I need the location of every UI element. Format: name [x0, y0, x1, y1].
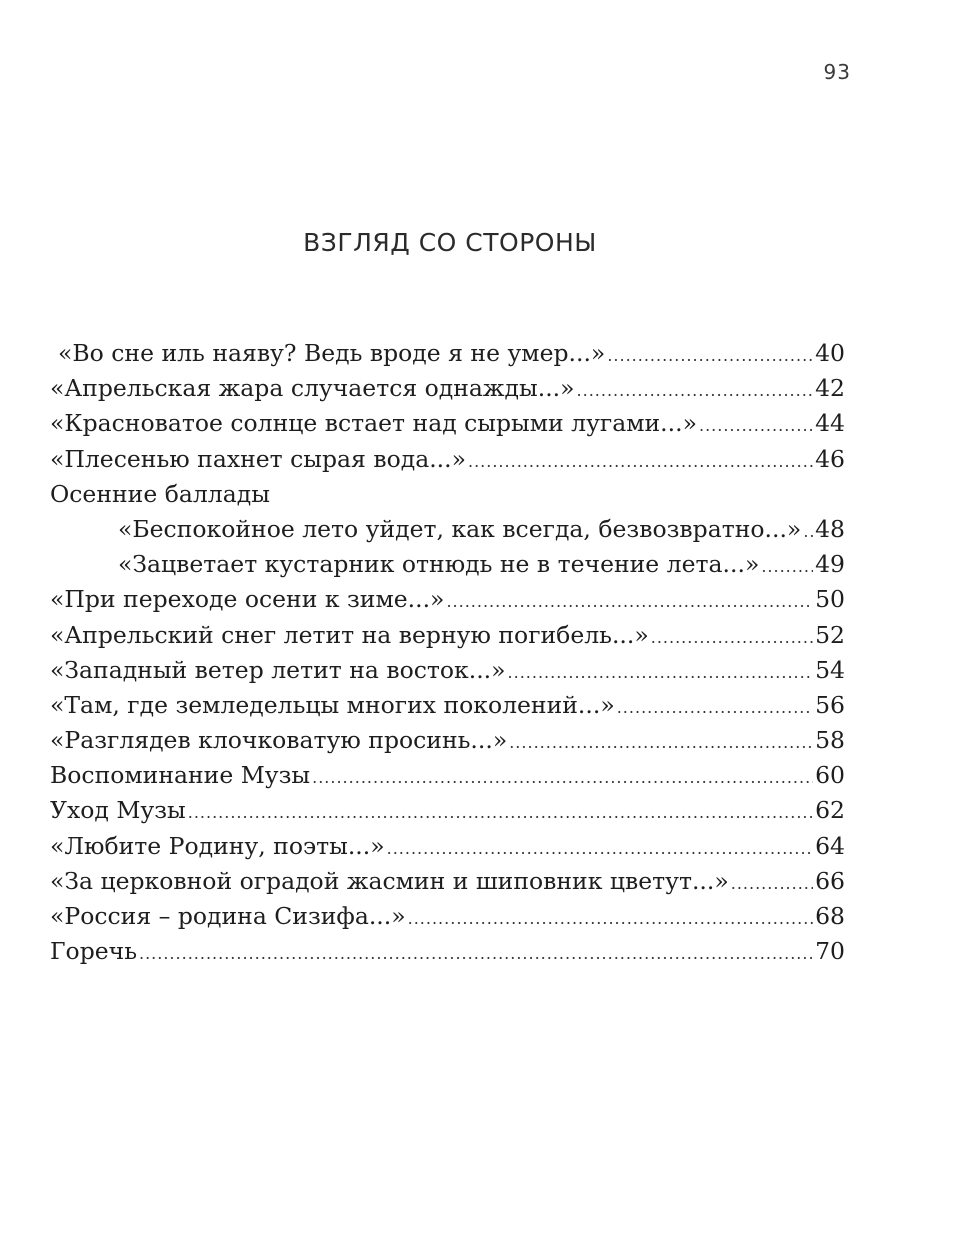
- toc-entry-title: «Там, где земледельцы многих поколений...»: [50, 690, 615, 719]
- toc-entry: [50, 758, 845, 793]
- toc-entry-page: 64: [815, 831, 845, 860]
- toc-group-heading: Осенние баллады: [50, 479, 270, 508]
- toc-entry-page: 58: [815, 726, 845, 755]
- toc-entry-page: 54: [815, 655, 845, 684]
- toc-entry: [50, 653, 845, 688]
- toc-dot-leader: [761, 549, 813, 584]
- toc-entry-title: «Разглядев клочковатую просинь...»: [50, 726, 508, 755]
- toc-entry-page: 44: [815, 409, 845, 438]
- toc-entry: [50, 688, 845, 723]
- toc-entry-title: «Плесенью пахнет сырая вода...»: [50, 444, 466, 473]
- toc-entry: [50, 442, 845, 477]
- toc-entry: [50, 723, 845, 758]
- toc-entry-title: Воспоминание Музы: [50, 761, 311, 790]
- section-title: ВЗГЛЯД СО СТОРОНЫ: [303, 228, 597, 257]
- toc-entry-page: 52: [815, 620, 845, 649]
- toc-dot-leader: [509, 725, 813, 760]
- toc-entry: [50, 829, 845, 864]
- toc-entry-page: 66: [815, 866, 845, 895]
- toc-entry-title: «За церковной оградой жасмин и шиповник цветут...»: [50, 866, 729, 895]
- toc-dot-leader: [446, 584, 813, 619]
- toc-entry-page: 62: [815, 796, 845, 825]
- toc-entry-page: 68: [815, 902, 845, 930]
- toc-entry: [50, 582, 845, 617]
- toc-entry-page: 56: [815, 690, 845, 719]
- toc-entry-page: 70: [815, 937, 845, 966]
- toc-entry: [50, 793, 845, 828]
- toc-entry-page: 49: [815, 550, 845, 579]
- toc-entry: [50, 899, 845, 934]
- toc-dot-leader: [468, 444, 813, 479]
- toc-dot-leader: [651, 620, 813, 655]
- toc-entry: [50, 406, 845, 441]
- toc-dot-leader: [607, 338, 813, 373]
- table-of-contents: [50, 336, 845, 969]
- toc-entry: [50, 547, 845, 582]
- toc-entry-title: «Любите Родину, поэты...»: [50, 831, 385, 860]
- toc-entry-title: «Красноватое солнце встает над сырыми лугами...»: [50, 409, 697, 438]
- toc-entry-page: 42: [815, 374, 845, 403]
- toc-entry-page: 60: [815, 761, 845, 790]
- toc-entry-title: «При переходе осени к зиме...»: [50, 585, 445, 614]
- toc-entry-title: «Зацветает кустарник отнюдь не в течение лета...»: [118, 550, 760, 579]
- toc-dot-leader: [387, 831, 813, 866]
- toc-dot-leader: [508, 655, 813, 690]
- toc-entry-page: 48: [815, 514, 845, 543]
- toc-entry: [50, 934, 845, 969]
- toc-dot-leader: [188, 795, 813, 830]
- toc-entry: [50, 336, 845, 371]
- toc-entry-title: «Во сне иль наяву? Ведь вроде я не умер...»: [58, 339, 606, 367]
- toc-entry-title: «Россия – родина Сизифа...»: [50, 902, 406, 930]
- toc-entry-title: Уход Музы: [50, 796, 186, 825]
- toc-entry: [50, 371, 845, 406]
- toc-dot-leader: [803, 514, 813, 549]
- toc-dot-leader: [699, 408, 813, 443]
- toc-entry-page: 46: [815, 444, 845, 473]
- toc-dot-leader: [577, 373, 813, 408]
- toc-entry: [50, 512, 845, 547]
- toc-entry-title: «Западный ветер летит на восток...»: [50, 655, 506, 684]
- toc-entry-title: «Апрельская жара случается однажды...»: [50, 374, 575, 403]
- toc-dot-leader: [617, 690, 813, 725]
- toc-dot-leader: [408, 901, 813, 936]
- toc-dot-leader: [139, 936, 813, 971]
- toc-dot-leader: [731, 866, 813, 901]
- toc-dot-leader: [312, 760, 813, 795]
- toc-entry-page: 50: [815, 585, 845, 614]
- toc-entry: [50, 864, 845, 899]
- toc-entry-page: 40: [815, 339, 845, 367]
- toc-entry: [50, 618, 845, 653]
- toc-entry-title: «Беспокойное лето уйдет, как всегда, безвозвратно...»: [118, 514, 802, 543]
- toc-entry-title: «Апрельский снег летит на верную погибель...»: [50, 620, 649, 649]
- toc-entry-title: Горечь: [50, 937, 137, 966]
- page-number: 93: [823, 60, 851, 84]
